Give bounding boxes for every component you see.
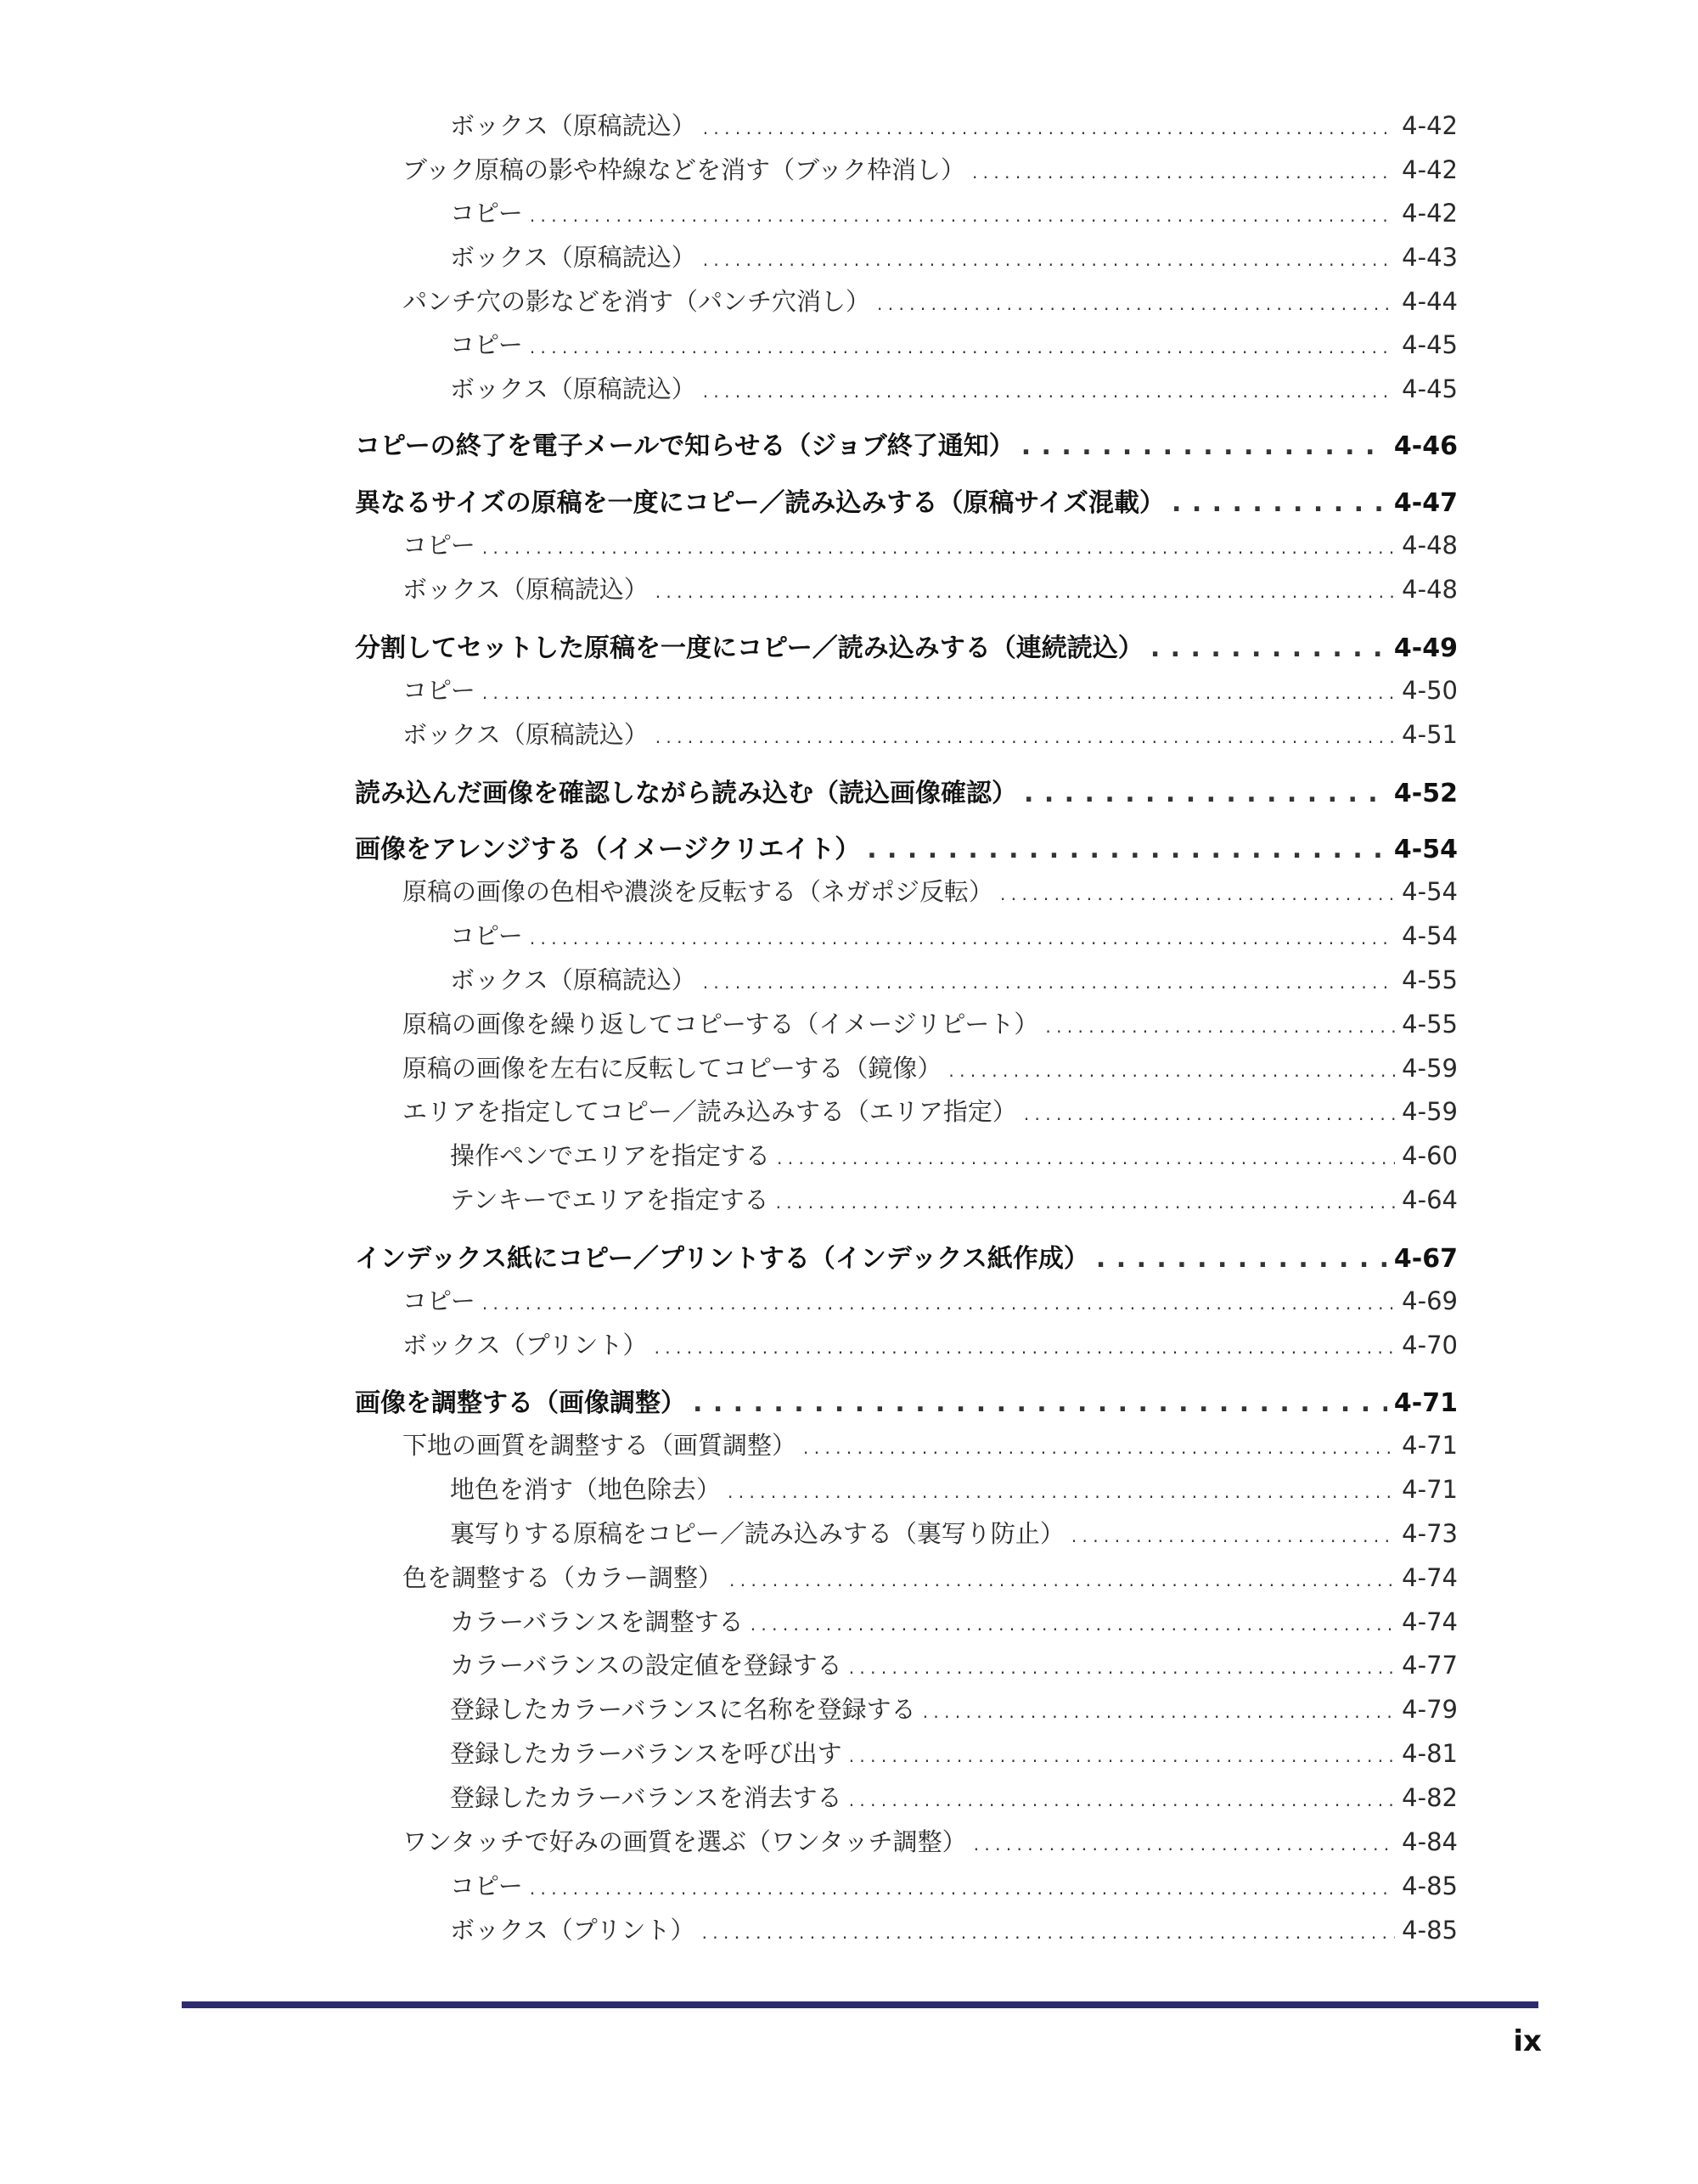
toc-dot-leader bbox=[1172, 488, 1387, 518]
toc-dot-leader bbox=[1150, 633, 1387, 663]
toc-dot-leader bbox=[530, 205, 1395, 226]
toc-entry-level3[interactable] bbox=[0, 194, 1698, 229]
toc-entry-page: 4-52 bbox=[1393, 779, 1458, 808]
toc-entry-title: エリアを指定してコピー／読み込みする（エリア指定） bbox=[402, 1097, 1017, 1126]
toc-entry-title: コピー bbox=[402, 531, 475, 560]
toc-entry-title: パンチ穴の影などを消す（パンチ穴消し） bbox=[402, 287, 871, 316]
toc-dot-leader bbox=[776, 1192, 1396, 1213]
toc-dot-leader bbox=[482, 683, 1395, 703]
toc-entry-title: コピー bbox=[402, 1286, 475, 1315]
toc-entry-title: コピー bbox=[450, 199, 523, 228]
toc-entry-page: 4-74 bbox=[1402, 1607, 1458, 1636]
toc-entry-level1[interactable] bbox=[0, 1382, 1698, 1419]
toc-entry-title: ワンタッチで好みの画質を選ぶ（ワンタッチ調整） bbox=[402, 1827, 967, 1856]
toc-entry-title: コピー bbox=[450, 1872, 523, 1900]
toc-dot-leader bbox=[703, 118, 1395, 138]
toc-entry-level3[interactable] bbox=[0, 961, 1698, 996]
toc-dot-leader bbox=[482, 538, 1395, 558]
toc-entry-page: 4-48 bbox=[1402, 531, 1458, 560]
toc-dot-leader bbox=[1024, 779, 1387, 808]
toc-entry-page: 4-74 bbox=[1402, 1563, 1458, 1592]
toc-entry-title: コピー bbox=[450, 921, 523, 950]
toc-entry-level2[interactable] bbox=[0, 151, 1698, 186]
toc-dot-leader bbox=[728, 1482, 1395, 1502]
toc-entry-page: 4-77 bbox=[1402, 1651, 1458, 1680]
toc-dot-leader bbox=[1096, 1244, 1387, 1274]
toc-entry-level3[interactable] bbox=[0, 1603, 1698, 1638]
footer-rule bbox=[182, 2001, 1538, 2008]
toc-entry-level3[interactable] bbox=[0, 1646, 1698, 1681]
toc-entry-level3[interactable] bbox=[0, 1691, 1698, 1725]
toc-entry-page: 4-45 bbox=[1402, 374, 1458, 403]
toc-entry-page: 4-69 bbox=[1402, 1286, 1458, 1315]
toc-entry-level2[interactable] bbox=[0, 1823, 1698, 1858]
toc-entry-level2[interactable] bbox=[0, 1093, 1698, 1128]
toc-entry-title: 操作ペンでエリアを指定する bbox=[450, 1141, 771, 1170]
toc-entry-page: 4-85 bbox=[1402, 1916, 1458, 1945]
toc-dot-leader bbox=[751, 1614, 1395, 1635]
toc-entry-title: 原稿の画像を繰り返してコピーする（イメージリピート） bbox=[402, 1010, 1039, 1039]
toc-entry-page: 4-79 bbox=[1402, 1695, 1458, 1724]
toc-entry-level3[interactable] bbox=[0, 1779, 1698, 1814]
toc-entry-title: ボックス（原稿読込） bbox=[450, 374, 696, 403]
toc-entry-level3[interactable] bbox=[0, 107, 1698, 142]
toc-entry-page: 4-71 bbox=[1402, 1475, 1458, 1504]
toc-dot-leader bbox=[972, 162, 1395, 183]
toc-dot-leader bbox=[849, 1658, 1395, 1678]
toc-entry-title: 分割してセットした原稿を一度にコピー／読み込みする（連続読込） bbox=[355, 633, 1144, 663]
toc-dot-leader bbox=[948, 1061, 1395, 1081]
toc-entry-level3[interactable] bbox=[0, 1515, 1698, 1550]
toc-dot-leader bbox=[655, 727, 1395, 747]
toc-entry-page: 4-47 bbox=[1393, 488, 1458, 518]
toc-dot-leader bbox=[803, 1438, 1395, 1458]
toc-entry-page: 4-42 bbox=[1402, 199, 1458, 228]
toc-entry-title: コピー bbox=[450, 330, 523, 359]
toc-entry-page: 4-82 bbox=[1402, 1783, 1458, 1812]
toc-dot-leader bbox=[729, 1570, 1395, 1590]
toc-entry-level2[interactable] bbox=[0, 672, 1698, 706]
toc-entry-level3[interactable] bbox=[0, 326, 1698, 361]
toc-entry-page: 4-71 bbox=[1402, 1431, 1458, 1460]
toc-entry-title: インデックス紙にコピー／プリントする（インデックス紙作成） bbox=[355, 1244, 1089, 1274]
toc-entry-level3[interactable] bbox=[0, 1735, 1698, 1770]
toc-entry-level3[interactable] bbox=[0, 1137, 1698, 1172]
toc-dot-leader bbox=[849, 1790, 1395, 1810]
toc-entry-title: コピーの終了を電子メールで知らせる（ジョブ終了通知） bbox=[355, 431, 1015, 461]
toc-entry-title: 画像をアレンジする（イメージクリエイト） bbox=[355, 835, 861, 864]
toc-entry-level1[interactable] bbox=[0, 828, 1698, 865]
toc-entry-level2[interactable] bbox=[0, 1427, 1698, 1461]
toc-entry-page: 4-59 bbox=[1402, 1054, 1458, 1083]
toc-entry-page: 4-73 bbox=[1402, 1519, 1458, 1548]
toc-entry-title: コピー bbox=[402, 676, 475, 705]
toc-entry-title: 登録したカラーバランスに名称を登録する bbox=[450, 1695, 916, 1724]
toc-entry-level1[interactable] bbox=[0, 772, 1698, 809]
toc-entry-page: 4-42 bbox=[1402, 111, 1458, 140]
toc-entry-page: 4-81 bbox=[1402, 1739, 1458, 1768]
toc-dot-leader bbox=[1071, 1526, 1395, 1546]
toc-entry-title: テンキーでエリアを指定する bbox=[450, 1185, 769, 1214]
toc-entry-level1[interactable] bbox=[0, 1237, 1698, 1275]
toc-entry-page: 4-54 bbox=[1402, 877, 1458, 906]
toc-dot-leader bbox=[867, 835, 1387, 864]
toc-entry-page: 4-49 bbox=[1393, 633, 1458, 663]
toc-dot-leader bbox=[1021, 431, 1387, 461]
toc-entry-title: 登録したカラーバランスを呼び出す bbox=[450, 1739, 842, 1768]
toc-entry-page: 4-55 bbox=[1402, 965, 1458, 994]
toc-dot-leader bbox=[655, 1337, 1396, 1358]
toc-entry-level3[interactable] bbox=[0, 370, 1698, 405]
toc-entry-level3[interactable] bbox=[0, 1867, 1698, 1902]
toc-entry-page: 4-42 bbox=[1402, 155, 1458, 184]
toc-entry-page: 4-64 bbox=[1402, 1185, 1458, 1214]
page-number: ix bbox=[1513, 2024, 1542, 2058]
toc-entry-level3[interactable] bbox=[0, 917, 1698, 952]
toc-entry-level3[interactable] bbox=[0, 1471, 1698, 1506]
toc-entry-title: 画像を調整する（画像調整） bbox=[355, 1388, 686, 1418]
toc-entry-title: 原稿の画像の色相や濃淡を反転する（ネガポジ反転） bbox=[402, 877, 994, 906]
toc-entry-page: 4-54 bbox=[1402, 921, 1458, 950]
toc-entry-page: 4-44 bbox=[1402, 287, 1458, 316]
toc-entry-title: カラーバランスの設定値を登録する bbox=[450, 1651, 842, 1680]
toc-dot-leader bbox=[655, 582, 1395, 602]
toc-entry-title: ボックス（原稿読込） bbox=[450, 111, 696, 140]
toc-entry-page: 4-45 bbox=[1402, 330, 1458, 359]
toc-entry-title: 色を調整する（カラー調整） bbox=[402, 1563, 723, 1592]
toc-dot-leader bbox=[482, 1293, 1395, 1314]
toc-dot-leader bbox=[703, 972, 1395, 993]
toc-entry-page: 4-59 bbox=[1402, 1097, 1458, 1126]
toc-entry-title: ブック原稿の影や枠線などを消す（ブック枠消し） bbox=[402, 155, 965, 184]
toc-entry-page: 4-50 bbox=[1402, 676, 1458, 705]
toc-dot-leader bbox=[703, 381, 1395, 402]
toc-entry-title: カラーバランスを調整する bbox=[450, 1607, 744, 1636]
toc-dot-leader bbox=[777, 1148, 1395, 1168]
toc-entry-title: 裏写りする原稿をコピー／読み込みする（裏写り防止） bbox=[450, 1519, 1065, 1548]
toc-entry-title: 登録したカラーバランスを消去する bbox=[450, 1783, 842, 1812]
toc-entry-level2[interactable] bbox=[0, 1326, 1698, 1361]
toc-entry-level1[interactable] bbox=[0, 627, 1698, 664]
toc-entry-level3[interactable] bbox=[0, 1911, 1698, 1946]
toc-entry-level2[interactable] bbox=[0, 873, 1698, 908]
toc-entry-level2[interactable] bbox=[0, 716, 1698, 751]
toc-entry-title: ボックス（原稿読込） bbox=[450, 243, 696, 272]
toc-entry-page: 4-60 bbox=[1402, 1141, 1458, 1170]
toc-entry-title: 異なるサイズの原稿を一度にコピー／読み込みする（原稿サイズ混載） bbox=[355, 488, 1165, 518]
toc-entry-page: 4-71 bbox=[1393, 1388, 1458, 1418]
toc-entry-title: ボックス（プリント） bbox=[402, 1331, 648, 1359]
toc-entry-level2[interactable] bbox=[0, 283, 1698, 318]
toc-entry-level2[interactable] bbox=[0, 1282, 1698, 1317]
toc-dot-leader bbox=[923, 1702, 1395, 1722]
toc-entry-title: 地色を消す（地色除去） bbox=[450, 1475, 722, 1504]
toc-entry-page: 4-46 bbox=[1393, 431, 1458, 461]
toc-entry-page: 4-43 bbox=[1402, 243, 1458, 272]
toc-entry-title: 原稿の画像を左右に反転してコピーする（鏡像） bbox=[402, 1054, 942, 1083]
toc-entry-page: 4-48 bbox=[1402, 575, 1458, 604]
toc-entry-title: ボックス（プリント） bbox=[450, 1916, 695, 1945]
toc-dot-leader bbox=[702, 1922, 1396, 1943]
toc-entry-page: 4-67 bbox=[1393, 1244, 1458, 1274]
toc-entry-level3[interactable] bbox=[0, 239, 1698, 273]
toc-entry-level2[interactable] bbox=[0, 571, 1698, 605]
toc-entry-title: ボックス（原稿読込） bbox=[402, 575, 649, 604]
toc-dot-leader bbox=[849, 1746, 1395, 1766]
toc-dot-leader bbox=[1045, 1016, 1395, 1037]
toc-entry-page: 4-84 bbox=[1402, 1827, 1458, 1856]
toc-entry-page: 4-51 bbox=[1402, 720, 1458, 749]
toc-entry-page: 4-55 bbox=[1402, 1010, 1458, 1039]
toc-entry-level1[interactable] bbox=[0, 425, 1698, 462]
toc-dot-leader bbox=[1000, 884, 1395, 904]
toc-entry-title: 読み込んだ画像を確認しながら読み込む（読込画像確認） bbox=[355, 779, 1017, 808]
toc-entry-level2[interactable] bbox=[0, 1050, 1698, 1084]
toc-dot-leader bbox=[693, 1388, 1387, 1418]
toc-dot-leader bbox=[1024, 1104, 1395, 1124]
toc-dot-leader bbox=[974, 1834, 1395, 1855]
toc-dot-leader bbox=[703, 250, 1395, 270]
toc-entry-page: 4-70 bbox=[1402, 1331, 1458, 1359]
toc-entry-level3[interactable] bbox=[0, 1181, 1698, 1216]
toc-entry-page: 4-54 bbox=[1393, 835, 1458, 864]
toc-entry-level2[interactable] bbox=[0, 1005, 1698, 1040]
toc-entry-level1[interactable] bbox=[0, 481, 1698, 519]
toc-dot-leader bbox=[530, 337, 1395, 357]
toc-entry-title: ボックス（原稿読込） bbox=[450, 965, 696, 994]
toc-dot-leader bbox=[877, 294, 1395, 314]
toc-dot-leader bbox=[530, 928, 1395, 948]
toc-entry-page: 4-85 bbox=[1402, 1872, 1458, 1900]
toc-entry-title: 下地の画質を調整する（画質調整） bbox=[402, 1431, 797, 1460]
toc-entry-level2[interactable] bbox=[0, 526, 1698, 561]
toc-entry-title: ボックス（原稿読込） bbox=[402, 720, 649, 749]
toc-entry-level2[interactable] bbox=[0, 1559, 1698, 1594]
toc-dot-leader bbox=[530, 1878, 1395, 1899]
